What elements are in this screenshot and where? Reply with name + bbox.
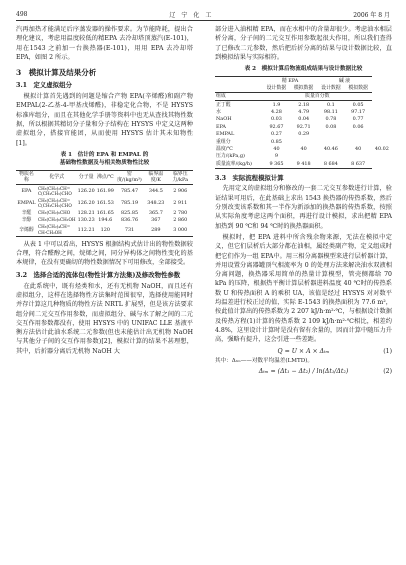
paragraph: 部分进入油相精 EPA，而在水相中的含量却很少。考虑油水相层析分离，分子间的二元交互作用参数起很大作用，所以我们查得了已修改二元参数，然后把后折分离的结果与设计数据比较，直到模拟结果与实际相符。 <box>215 26 392 61</box>
equation <box>215 348 392 355</box>
column-header <box>215 84 263 92</box>
table-cell <box>290 153 317 160</box>
table-cell: 2 780 <box>173 209 188 216</box>
table-cell: 0.27 <box>271 131 282 138</box>
table-row <box>215 116 392 123</box>
table-cell: 0.85 <box>271 138 282 145</box>
table-cell: EMPAL <box>17 200 36 207</box>
table-cell: 9 418 <box>290 160 317 168</box>
header-rule <box>16 20 390 21</box>
table-cell: 92.67 <box>269 123 284 130</box>
table-cell: 水 <box>216 109 221 116</box>
table-cell: 2.18 <box>298 101 310 108</box>
right-column <box>215 25 392 377</box>
table-cell: 2 906 <box>173 188 188 195</box>
table-row <box>215 153 392 160</box>
table-cell: 质量流率/(kg/h) <box>215 160 263 168</box>
equation-body: Δₜₘ = (Δt₁ − Δt₂) / ln(Δt₁/Δt₂) <box>258 367 349 375</box>
table-cell: CH₃(CH₂)₆CH₂OH <box>37 217 76 223</box>
table-cell: 8 684 <box>317 160 344 168</box>
table-cell: 344.5 <box>148 188 163 195</box>
column-header: 模拟数据 <box>345 84 372 92</box>
paragraph: 模拟时，把 EPA 进料中所含残余物来源，无法在模拟中定义，但它们层析后大部分都在油相，属经类副产物，定义组成时把它们作为一组 EPA中。用三相分离器模型来进行层析器计算，并用设置分离器罐顶气相流率为 0 的处理方法来解决油水双液相分离问题，换热器采用简单的热量计算模型，管壳侧都给 70 kPa 的压降，根据热平衡计算层析器进料温度 40 ℃时的传热系数 U 和传热面积 A 的乘积 UA，该值是经过 HYSYS 对对数平均温差进行校正过的值，实际 E-1543 的换热面积为 77.6 m²，按此值计算出的传热系数为 2 207 kJ/h·m²·℃，与根据设计数据及传热方程(1)计算的传热系数 2 109 kJ/h·m²·℃相比，相差约4.8%，这里设计计算时是没有留有余量的，因而计算中随压力升高，强略有提升，这会引进一些差距。 <box>215 233 392 344</box>
table-cell: 40.02 <box>374 145 389 152</box>
table-cell <box>345 153 372 160</box>
comparison-table <box>215 76 392 169</box>
column-header: 密度/(kg/m³) <box>115 170 144 185</box>
table-cell <box>345 138 372 145</box>
table-cell: NaOH <box>216 116 232 123</box>
issue-date: 2006 年 8 月 <box>353 11 390 19</box>
equation-number: (1) <box>383 347 392 355</box>
page-number: 498 <box>16 10 28 18</box>
table-cell: CH₃(CH₂)₆CHO <box>37 210 71 216</box>
table-cell: CH₃(CH₂)₄CH= CH-CH₂OH <box>37 224 77 236</box>
paragraph: 模拟计算首先遇到的问题是缩合产物 EPA(辛烯醛)和副产物 EMPAL(2-乙基-4-甲基戊烯醛)，非稳定化合物，不是 HYSYS 标准库组分，而且在其他化学手册等资料中也无从查找其物性数据，所以根据其精切分子量和分子结构在 HYSYS 中定义这两种虚拟组分，搭接官能团，从而使用 HYSYS 估计其未知物性[1]。 <box>16 93 193 147</box>
table-cell: 97.17 <box>351 109 366 116</box>
table-cell: 825.85 <box>120 209 139 216</box>
paragraph: 在此系统中，既有烃类和水，还有无机物 NaOH，而且还有虚拟组分，这样在选择物性方法集时范围很窄，选择使用能同时并存计算这几种物质的物性方法 NRTL 扩展型，但是该方法要求组分间二元交互作用参数，而虚拟组分、碱与水了解之间的二元交互作用参数都没有，使用 HYSYS 中的 UNIFAC LLE 基液平衡方法估计此油水系统二元参数(但也未能估计出无机物 NaOH 与其他分子间的交互作用参数)[2]，模拟计算的结果不甚理想，其中，后折器分离后无机物 NaOH 大 <box>16 282 193 355</box>
table-cell: 8 637 <box>345 160 372 168</box>
table-cell: 9 <box>274 153 279 160</box>
table-cell: 40 <box>273 145 280 152</box>
table-row <box>215 92 392 100</box>
table-cell: 压力/(kPa,g) <box>216 153 245 160</box>
table-cell: 辛醛 <box>21 209 32 216</box>
table-cell: 112.21 <box>77 224 96 236</box>
table-cell: 4.28 <box>271 109 282 116</box>
table-row <box>215 109 392 116</box>
table-cell: 4.79 <box>298 109 310 116</box>
running-header <box>16 8 390 20</box>
table-cell: 92.71 <box>296 123 311 130</box>
table-cell: 365.7 <box>148 209 163 216</box>
column-header: 临界温度/K <box>144 170 167 185</box>
table-row <box>16 209 193 216</box>
table-row <box>16 197 193 209</box>
column-header: 沸点/℃ <box>96 170 115 185</box>
column-group-header: 碱 液 <box>317 77 371 85</box>
table-cell: 40.46 <box>323 145 338 152</box>
table-cell: 161.99 <box>96 188 114 195</box>
table-cell: EPA <box>216 123 226 130</box>
table-cell: EMPAL <box>216 131 235 138</box>
table-cell: 0.29 <box>298 131 310 138</box>
column-header: 物质名称 <box>16 170 37 185</box>
column-group-header <box>215 77 263 85</box>
table-cell: 正丁醛 <box>216 101 231 108</box>
paragraph: 从表 1 中可以看出，HYSYS 根据结构式估计出的物性数据较合理，符合醛醇之间，烷烯之间，同分异构体之间物性变化的基本规律，在没有更确切的物性数据情况下可用修改，全部接受。 <box>16 240 193 267</box>
equation-body: Q = U × A × Δₜₘ <box>277 347 330 355</box>
table-cell: 161.53 <box>96 200 114 207</box>
column-group-header: 精 EPA <box>263 77 317 85</box>
table-cell <box>317 131 344 138</box>
table-cell: 0.06 <box>352 123 364 130</box>
table-cell: 836.76 <box>120 217 139 224</box>
column-header: 设计数据 <box>317 84 344 92</box>
column-header: 模拟数据 <box>290 84 317 92</box>
equation <box>215 368 392 375</box>
column-header: 临界压力/kPa <box>168 170 194 185</box>
table-row <box>16 224 193 236</box>
subsection-heading: 3.1 定义虚拟组分 <box>16 81 72 90</box>
table-cell: 126.20 <box>77 188 95 195</box>
table-cell: 温度/℃ <box>216 145 233 152</box>
table-cell: EPA <box>21 188 32 195</box>
subsection-heading: 3.2 选择合适的流体包(物性计算方法集)及修改物性参数 <box>16 270 181 279</box>
table-cell <box>317 138 344 145</box>
table-cell: 128.21 <box>77 209 95 216</box>
table-row <box>215 160 392 168</box>
table-cell: 质量百分数 <box>263 92 372 100</box>
table-cell: 98.11 <box>323 109 338 116</box>
subsection-heading: 3.3 实际流程模拟计算 <box>215 173 284 182</box>
table-cell: CH₃(CH₂)₂CH= C(CH₂CH₃)CHO <box>37 197 72 209</box>
table-cell: 组成 <box>215 92 263 100</box>
paragraph: 先用定义的虚拟组分和修改的一套二元交互参数进行计算，验证结果可用后，在此基础上求出 1543 换热器的传热系数，然后分别改变该系数和其一半作为新添加的换热器的传热系数，按照从实际角度考虑这两个面积，再进行设计模拟，求出把精 EPA 加热到 90 ℃和 94 ℃时的换热器面积。 <box>215 185 392 230</box>
table-row <box>215 101 392 109</box>
paragraph: 汽再加热才能满足后序蒸发器的操作要求。为节能降耗，提出合理化建议，考虑用温度较低的精EPA 去冷却塔顶蒸汽(E-101)，用在1543 之前加一台换热器(E-101)，用用 EPA 去冷却塔 EPA，如图 2 所示。 <box>16 26 193 61</box>
left-column <box>16 25 193 358</box>
table-cell: 731 <box>115 224 144 236</box>
table-cell: 2 911 <box>173 200 188 207</box>
column-header: 设计数据 <box>263 84 290 92</box>
table-caption: 表 1 估计的 EPA 和 EMPAL 的 基础物性数据及与相关物质物性比较 <box>59 151 150 166</box>
table-row <box>215 131 392 138</box>
table-row <box>215 123 392 130</box>
table-cell <box>317 153 344 160</box>
table-cell: 130.23 <box>77 217 95 224</box>
table-cell: 0.78 <box>325 116 337 123</box>
table-cell: 0.08 <box>325 123 337 130</box>
table-cell: 126.20 <box>77 200 95 207</box>
table-cell: 348.23 <box>147 200 165 207</box>
table-cell: 0.03 <box>271 116 282 123</box>
equation-number: (2) <box>383 367 392 375</box>
table-cell: 辛醇 <box>21 217 32 224</box>
table-cell: 重组分 <box>216 138 231 145</box>
table-cell: 289 <box>144 224 167 236</box>
table-cell: 161.65 <box>96 209 114 216</box>
table-row <box>215 145 392 152</box>
property-table <box>16 170 193 237</box>
table-cell: 0.04 <box>298 116 310 123</box>
table-cell: CH₃(CH₂)₂CH= C(CH₂CH₃)CHO <box>37 185 72 197</box>
table-cell: 1.9 <box>272 101 281 108</box>
column-header: 分子量 <box>77 170 96 185</box>
section-heading: 3 模拟计算及结果分析 <box>16 68 97 78</box>
table-cell: 40 <box>354 145 362 152</box>
table-row <box>16 185 193 197</box>
table-cell: 120 <box>96 224 115 236</box>
table-cell: 3 000 <box>168 224 194 236</box>
table-cell: 40 <box>300 145 307 152</box>
table-cell: 367 <box>151 217 161 224</box>
table-cell <box>290 138 317 145</box>
equation-note: 其中：Δₜₘ——对数平均温差(LMTD)。 <box>215 357 313 364</box>
table-cell: 785.47 <box>120 188 139 195</box>
column-header: 化学式 <box>37 170 77 185</box>
table-cell: 2 860 <box>173 217 188 224</box>
table-cell: 785.19 <box>120 200 139 207</box>
table-cell: 辛烯醇 <box>16 224 37 236</box>
table-cell: 0.77 <box>352 116 364 123</box>
table-cell: 0.1 <box>327 101 335 108</box>
table-cell: 9 365 <box>263 160 290 168</box>
table-row <box>16 217 193 224</box>
table-row <box>215 138 392 145</box>
table-cell <box>345 131 372 138</box>
journal-name: 辽 宁 化 工 <box>169 11 212 19</box>
table-cell: 194.6 <box>98 217 113 224</box>
table-cell: 0.05 <box>352 101 364 108</box>
table-caption: 表 2 模拟计算后物流组成结果与设计数据比较 <box>244 66 363 73</box>
